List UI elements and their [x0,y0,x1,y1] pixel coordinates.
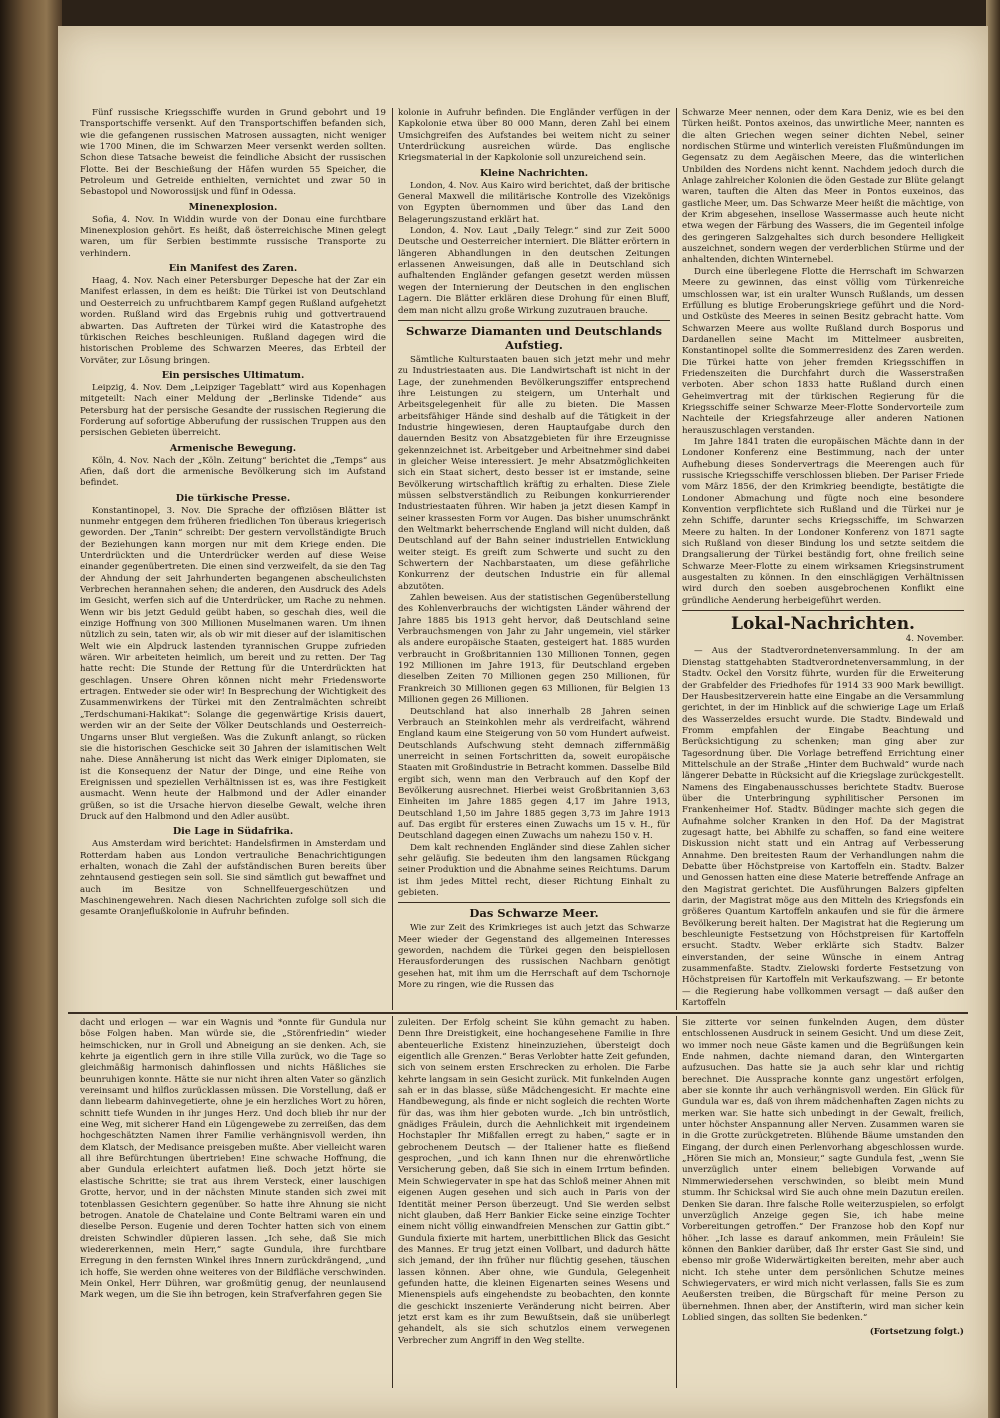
article-heading: Das Schwarze Meer. [469,906,599,921]
paragraph: Durch eine überlegene Flotte die Herrschaft im Schwarzen Meere zu gewinnen, das einst völlig vom Türkenreiche umschlossen war, ist ein uralter Wunsch Rußlands, um dessen Erfüllung es blutige Eroberungskriege geführt und die Nord- und Ostküste des Meeres in seinen Besitz gebracht hatte. Vom Schwarzen Meere aus wollte Rußland durch Bosporus und Dardanellen seine Macht im Mittelmeer ausbreiten, Konstantinopel sollte die Sommerresidenz des Zaren werden. Die Türkei hatte von jeher fremden Kriegsschiffen in Friedenszeiten die Durchfahrt durch die Wasserstraßen verboten. Aber schon 1833 hatte Rußland durch einen Geheimvertrag mit der türkischen Regierung für die Kriegsschiffe seiner Schwarze Meer-Flotte Sondervorteile zum Nachteile der Kriegsfahrzeuge aller anderen Nationen herauszuschlagen verstanden. [682,266,964,436]
column-1 [80,108,386,1010]
paragraph: Haag, 4. Nov. Nach einer Petersburger Depesche hat der Zar ein Manifest erlassen, in dem es heißt: Die Türkei ist von Deutschland und Oesterreich zu unfruchtbarem Kampf gegen Rußland aufgehetzt worden. Rußland wird das Ergebnis ruhig und gottvertrauend abwarten. Das Auftreten der Türkei wird die Katastrophe des türkischen Reiches beschleunigen. Rußland dagegen wird die historischen Probleme des Schwarzen Meeres, das Erbteil der Vorväter, zur Lösung bringen. [80,276,386,366]
book-spine-edge [0,0,62,1418]
article-box-rule [398,320,670,321]
paragraph: Schwarze Meer nennen, oder dem Kara Deniz, wie es bei den Türken heißt. Pontos axeinos, das unwirtliche Meer, nannten es die alten Griechen wegen seiner dichten Nebel, seiner nordischen Stürme und winterlich vereisten Flußmündungen im Gegensatz zu dem Aegäischen Meere, das die winterlichen Unbilden des Nordens nicht kennt. Nachdem jedoch durch die Anlage zahlreicher Kolonien die öden Gestade zur Blüte gelangt waren, tauften die Alten das Meer in Pontos euxeinos, das gastliche Meer, um. Das Schwarze Meer heißt die mächtige, von der Krim abgesehen, insellose Wassermasse auch heute nicht etwa wegen der Färbung des Wassers, die im Gegenteil infolge des geringeren Salzgehaltes sich durch besondere Helligkeit auszeichnet, sondern wegen der verderblichen Stürme und der anhaltenden, dichten Winternebel. [682,108,964,266]
feuilleton-column-2 [398,1018,670,1388]
article-heading: Ein persisches Ultimatum. [161,369,305,381]
paragraph: Zahlen beweisen. Aus der statistischen Gegenüberstellung des Kohlenverbrauchs der wichtigsten Länder während der Jahre 1885 bis 1913 geht hervor, daß Deutschland seine Verbrauchsmengen von Jahr zu Jahr ungemein, viel stärker als andere europäische Staaten, gesteigert hat. 1885 wurden verbraucht in Großbritannien 130 Millionen Tonnen, gegen 192 Millionen im Jahre 1913, für Deutschland ergeben dieselben Zeiten 70 Millionen gegen 250 Millionen, für Frankreich 30 Millionen gegen 63 Millionen, für Belgien 13 Millionen gegen 26 Millionen. [398,593,670,706]
article-heading: Die Lage in Südafrika. [172,826,294,838]
column-rule [392,108,393,1010]
column-3 [682,108,964,1010]
paragraph: Köln, 4. Nov. Nach der „Köln. Zeitung“ berichtet die „Temps“ aus Afien, daß dort die armenische Bevölkerung sich im Aufstand befindet. [80,455,386,489]
paragraph: zuleiten. Der Erfolg scheint Sie kühn gemacht zu haben. Denn Ihre Dreistigkeit, eine hochangesehene Familie in Ihre abenteuerliche Existenz hineinzuziehen, übersteigt doch eigentlich alle Grenzen.“ Beras Verlobter hatte Zeit gefunden, sich von seinem ersten Erschrecken zu erholen. Die Farbe kehrte langsam in sein Gesicht zurück. Mit funkelnden Augen sah er in das blasse, süße Mädchengesicht. Er machte eine Handbewegung, als finde er nicht sogleich die rechten Worte für das, was ihm hier geboten wurde. „Ich bin untröstlich, gnädiges Fräulein, durch die Aehnlichkeit mit irgendeinem Hochstapler Ihr Mißfallen erregt zu haben,“ sagte er in gebrochenem Deutsch — der Italiener hatte es fließend gesprochen, „und ich kann Ihnen nur die ehrenwörtliche Versicherung geben, daß Sie sich in einem Irrtum befinden. Mein Schwiegervater in spe hat das Schloß meiner Ahnen mit eigenen Augen gesehen und sich auch in Paris von der Identität meiner Person überzeugt. Und Sie werden selbst nicht glauben, daß Herr Bankier Eicke seine einzige Tochter einem nicht völlig einwandfreien Menschen zur Gattin gibt.“ Gundula fixierte mit hartem, unerbittlichen Blick das Gesicht des Mannes. Er trug jetzt einen Vollbart, und dadurch hätte sich jemand, der ihn früher nur flüchtig gesehen, täuschen lassen können. Aber ohne, wie Gundula, Gelegenheit gefunden hatte, die kleinen Eigenarten seines Wesens und Mienenspiels aufs eingehendste zu beobachten, den konnte die geschickt inszenierte Veränderung nicht beirren. Aber jetzt erst kam es ihr zum Bewußtsein, daß sie unüberlegt gehandelt, als sie sich schutzlos einem verwegenen Verbrecher zum Angriff in den Weg stellte. [398,1018,670,1346]
column-rule [676,1016,677,1388]
feuilleton-column-3 [682,1018,964,1388]
paragraph: London, 4. Nov. Aus Kairo wird berichtet, daß der britische General Maxwell die militärische Kontrolle des Vizekönigs von Egypten übernommen und über das Land den Belagerungszustand erklärt hat. [398,180,670,225]
paragraph: — Aus der Stadtverordnetenversammlung. In der am Dienstag stattgehabten Stadtverordnetenversammlung, in der Stadtv. Ockel den Vorsitz führte, wurden für die Erweiterung der Grabfelder des Friedhofes für 1914 33 900 Mark bewilligt. Der Hausbesitzerverein hatte eine Eingabe an die Versammlung gerichtet, in der im Hinblick auf die schwierige Lage um Erlaß des Wasserzeldes ersucht wurde. Die Stadtv. Bindewald und Fromm empfahlen der Eingabe Beachtung und Berücksichtigung zu schenken; man ging aber zur Tagesordnung über. Die Vorlage betreffend Errichtung einer Mittelschule an der Straße „Hinter dem Buchwald“ wurde nach längerer Debatte in Rücksicht auf die Kriegslage zurückgestellt. Namens des Eingabenausschusses berichtete Stadtv. Buerose über die Unterbringung syphilitischer Personen im Frankenheimer Hof. Stadtv. Büdinger machte sich gegen die Aufnahme solcher Kranken in den Hof. Da der Magistrat zugesagt hatte, bei Abhilfe zu schaffen, so fand eine weitere Diskussion nicht statt und ein Antrag auf Verbesserung Annahme. Den breitesten Raum der Verhandlungen nahm die Debatte über Höchstpreise von Kartoffeln ein. Stadtv. Balzer und Genossen hatten eine diese Materie betreffende Anfrage an den Magistrat gerichtet. Die Ausführungen Balzers gipfelten darin, der Magistrat möge aus den Mitteln des Kriegsfonds ein größeres Quantum Kartoffeln ankaufen und sie für die ärmere Bevölkerung bereit halten. Der Magistrat hat die Regierung um beschleunigte Festsetzung von Höchstpreisen für Kartoffeln ersucht. Stadtv. Weber erklärte sich Stadtv. Balzer einverstanden, der seine Wünsche in einem Antrag zusammenfaßte. Stadtv. Zielowski forderte Festsetzung von Höchstpreisen für Kartoffeln mit Verkaufszwang. — Er betonte — die Regierung habe vollkommen versagt — daß außer den Kartoffeln [682,646,964,1009]
feuilleton-divider [68,1012,968,1014]
paragraph: Dem kalt rechnenden Engländer sind diese Zahlen sicher sehr geläufig. Sie bedeuten ihm den langsamen Rückgang seiner Produktion und die Abnahme seines Reichtums. Darum ist ihm jedes Mittel recht, dieser Richtung Einhalt zu gebieten. [398,842,670,898]
article-heading: Armenische Bewegung. [169,442,297,454]
continuation-note: (Fortsetzung folgt.) [869,1327,964,1338]
page-right-edge [986,0,1000,1418]
article-heading: Schwarze Diamanten und Deutschlands Aufstieg. [406,323,662,352]
paragraph: Im Jahre 1841 traten die europäischen Mächte dann in der Londoner Konferenz eine Bestimmung, nach der unter Aufhebung dieses Sondervertrags die Meerengen auch für russische Kriegsschiffe verschlossen blieben. Der Pariser Friede vom März 1856, der den Krimkrieg beendigte, bestätigte die Londoner Abmachung und fügte noch eine besondere Konvention verpflichtete sich Rußland und die Türkei nur je zehn Schiffe, darunter sechs Kriegsschiffe, im Schwarzen Meere zu halten. In der Londoner Konferenz von 1871 sagte sich Rußland von dieser Bindung los und setzte seitdem die Drangsalierung der Türkei beständig fort, ohne freilich seine Schwarze Meer-Flotte zu einem wirksamen Kriegsinstrument ausgestalten zu können. In den einschlägigen Verhältnissen wird durch den soeben ausgebrochenen Konflikt eine gründliche Aenderung herbeigeführt werden. [682,436,964,606]
paragraph: Fünf russische Kriegsschiffe wurden in Grund gebohrt und 19 Transportschiffe versenkt. Auf den Transportschiffen befanden sich, wie die gefangenen russischen Matrosen aussagten, nicht weniger wie 1700 Minen, die im Schwarzen Meer versenkt werden sollten. Schon diese Tatsache beweist die feindliche Absicht der russischen Flotte. Bei der Beschießung der Häfen wurden 55 Speicher, die Petroleum und Getreide enthielten, vernichtet und zwar 50 in Sebastopol und Noworossijsk und fünf in Odessa. [80,108,386,198]
paragraph: Leipzig, 4. Nov. Dem „Leipziger Tageblatt“ wird aus Kopenhagen mitgeteilt: Nach einer Meldung der „Berlinske Tidende“ aus Petersburg hat der persische Gesandte der russischen Regierung die Forderung auf sofortige Abberufung der russischen Truppen aus den persischen Gebieten überreicht. [80,382,386,439]
paragraph: kolonie in Aufruhr befinden. Die Engländer verfügen in der Kapkolonie etwa über 80 000 Mann, deren Zahl bei einem Umsichgreifen des Aufstandes bei weitem nicht zu seiner Unterdrückung ausreichen würde. Das englische Kriegsmaterial in der Kapkolonie soll unzureichend sein. [398,108,670,164]
section-rule [682,610,964,611]
column-2 [398,108,670,1010]
article-heading: Minenexplosion. [188,201,278,213]
paragraph: Sie zitterte vor seinen funkelnden Augen, dem düster entschlossenen Ausdruck in seinem Gesicht. Und um diese Zeit, wo immer noch neue Gäste kamen und die Begrüßungen kein Ende nahmen, dachte niemand daran, den Wintergarten aufzusuchen. Das hatte sie ja auch sehr klar und richtig berechnet. Die Aussprache konnte ganz ungestört erfolgen, aber sie konnte ihr auch verhängnisvoll werden. Ein Glück für Gundula war es, daß von ihrem mädchenhaften Zagen nichts zu merken war. Sie hatte sich unbedingt in der Gewalt, freilich, unter höchster Anspannung aller Nerven. Zusammen waren sie in die Grotte zurückgetreten. Blühende Bäume umstanden den Eingang, der durch einen Perlenvorhang abgeschlossen wurde. „Hören Sie mich an, Monsieur,“ sagte Gundula fest, „wenn Sie unverzüglich unter einem beliebigen Vorwande auf Nimmerwiedersehen verschwinden, so bleibt mein Mund stumm. Ihr Schicksal wird Sie auch ohne mein Dazutun ereilen. Denken Sie daran. Ihre falsche Rolle weiterzuspielen, so erfolgt unverzüglich Anzeige gegen Sie, ich habe meine Vorbereitungen getroffen.“ Der Franzose hob den Kopf nur höher. „Ich lasse es darauf ankommen, mein Fräulein! Sie können den Bankier darüber, daß Ihr erster Gast Sie sind, und ebenso mir große Widerwärtigkeiten bereiten, mehr aber auch nicht. Ich stehe unter dem persönlichen Schutze meines Schwiegervaters, er wird mich nicht verlassen, falls Sie es zum Aeußersten treiben, die Bürgschaft für meine Person zu übernehmen. Ihnen aber, der Anstifterin, wird man sicher kein Loblied singen, das sollten Sie bedenken.“ [682,1018,964,1323]
article-box-rule [398,902,670,903]
article-heading: Die türkische Presse. [175,492,291,504]
column-rule [676,108,677,1010]
paragraph: Konstantinopel, 3. Nov. Die Sprache der offiziösen Blätter ist nunmehr entgegen dem früheren friedlichen Ton überaus kriegerisch geworden. Der „Tanin“ schreibt: Der gestern vervollständigte Bruch der Beziehungen kann morgen nur mit dem Kriege enden. Die Unterdrückten und die Unterdrücker werden auf diese Weise einander gegenübertreten. Die einen sind verzweifelt, da sie den Tag der Ahndung der seit Jahrhunderten begangenen abscheulichsten Verbrechen herannahen sehen; die anderen, den Ausdruck des Adels im Gesicht, werfen sich auf die Unterdrücker, um Rache zu nehmen. Wenn wir bis jetzt Geduld geübt haben, so geschah dies, weil die einzige Hoffnung von 300 Millionen Muselmanen waren. Um ihnen nützlich zu sein, taten wir, als ob wir mit dieser auf der islamitischen Welt wie ein Alpdruck lastenden tyrannischen Gruppe zufrieden wären. Wir arbeiteten heimlich, um bereit und zu retten. Der Tag hatte recht: Die Stunde der Rettung für die Unterdrückten hat geschlagen. Unsere Ohren können nicht mehr Friedensworte ertragen. Entweder sie oder wir! In Besprechung der Wichtigkeit des Zusammenwirkens der Türkei mit den Zentralmächten schreibt „Terdschumani-Hakikat“: Solange die gegenwärtige Krisis dauert, werden wir an der Seite der Völker Deutschlands und Oesterreich-Ungarns unser Blut vergießen. Was die Zukunft anlangt, so rücken sie die historischen Geschicke seit 30 Jahren der islamitischen Welt nahe. Diese Annäherung ist nicht das Werk einiger Diplomaten, sie ist die Konsequenz der Natur der Dinge, und eine Reihe von Ereignissen und speziellen Verhältnissen ist es, was ihre Festigkeit ausmacht. Wenn heute der Halbmond und der Adler einander grüßen, so ist die Ursache hiervon dieselbe Gewalt, welche ihren Druck auf den Halbmond und den Adler ausübt. [80,505,386,822]
article-heading: Kleine Nachrichten. [479,167,589,179]
paragraph: Wie zur Zeit des Krimkrieges ist auch jetzt das Schwarze Meer wieder der Gegenstand des allgemeinen Interesses geworden, nachdem die Türkei gegen den beispiellosen Herausforderungen des russischen Nachbarn genötigt gesehen hat, mit ihm um die Herrschaft auf dem Tschornoje More zu ringen, wie die Russen das [398,923,670,991]
paragraph: Sämtliche Kulturstaaten bauen sich jetzt mehr und mehr zu Industriestaaten aus. Die Landwirtschaft ist nicht in der Lage, der zunehmenden Bevölkerungsziffer entsprechend ihre Leistungen zu steigern, um Unterhalt und Arbeitsgelegenheit für alle zu bieten. Die Massen arbeitsfähiger Hände sind deshalb auf die Tätigkeit in der Industrie hingewiesen, deren Hauptaufgabe durch den dauernden Besitz von Absatzgebieten für ihre Erzeugnisse gekennzeichnet ist. Arbeitgeber und Arbeitnehmer sind dabei in gleicher Weise interessiert. Je mehr Absatzmöglichkeiten sich ein Staat sichert, desto besser ist er imstande, seine Bevölkerung wirtschaftlich kräftig zu erhalten. Diese Ziele müssen selbstverständlich zu Reibungen konkurrierender Industriestaaten führen. Wir haben ja jetzt diesen Kampf in seiner krassesten Form vor Augen. Das bisher unumschränkt den Weltmarkt beherrschende England will nicht dulden, daß Deutschland auf der Bahn seiner industriellen Entwicklung weiter steigt. Es greift zum Schwerte und sucht zu den Schwertern der Nachbarstaaten, um diese gefährliche Konkurrenz der deutschen Industrie ein für allemal abzutöten. [398,354,670,592]
paragraph: Aus Amsterdam wird berichtet: Handelsfirmen in Amsterdam und Rotterdam haben aus London vertrauliche Benachrichtigungen erhalten, wonach die Zahl der aufständischen Buren bereits über zehntausend gestiegen sein soll. Sie sind sämtlich gut bewaffnet und auch im Besitze von Schnellfeuergeschützen und Maschinengewehren. Nach diesen Nachrichten zufolge soll sich die gesamte Oranjeflußkolonie in Aufruhr befinden. [80,839,386,918]
paragraph: Sofia, 4. Nov. In Widdin wurde von der Donau eine furchtbare Minenexplosion gehört. Es heißt, daß österreichische Minen gelegt waren, um für Serbien bestimmte russische Transporte zu verhindern. [80,214,386,259]
column-rule [392,1016,393,1388]
article-heading: Ein Manifest des Zaren. [168,263,298,275]
section-heading: Lokal-Nachrichten. [731,614,915,635]
feuilleton-column-1 [80,1018,386,1388]
paragraph: London, 4. Nov. Laut „Daily Telegr.“ sind zur Zeit 5000 Deutsche und Oesterreicher interniert. Die Blätter erörtern in längeren Abhandlungen in den deutschen Zeitungen erlassenen Anweisungen, daß alle in Deutschland sich aufhaltenden Engländer gefangen gesetzt werden müssen wegen der Internierung der Deutschen in den englischen Lagern. Die Blätter erklären diese Drohung für einen Bluff, dem man nicht allzu große Wirkung zuzutrauen brauche. [398,226,670,316]
section-date: 4. November. [905,634,964,645]
paragraph: Deutschland hat also innerhalb 28 Jahren seinen Verbrauch an Steinkohlen mehr als verdreifacht, während England kaum eine Steigerung von 50 vom Hundert aufweist. Deutschlands Aufschwung steht demnach ziffernmäßig unerreicht in seinen Fortschritten da, soweit europäische Staaten mit Großindustrie in Betracht kommen. Dasselbe Bild ergibt sich, wenn man den Verbrauch auf den Kopf der Bevölkerung ausrechnet. Hierbei weist Großbritannien 3,63 Einheiten im Jahre 1885 gegen 4,17 im Jahre 1913, Deutschland 1,50 im Jahre 1885 gegen 3,73 im Jahre 1913 auf. Das ergibt für ersteres einen Zuwachs um 15 v. H., für Deutschland dagegen einen Zuwachs um nahezu 150 v. H. [398,706,670,842]
paragraph: dacht und erlogen — war ein Wagnis und *onnte für Gundula nur böse Folgen haben. Man würde sie, die „Störenfriedin“ wieder heimschicken, nur in Groll und Abneigung an sie denken. Ach, sie kehrte ja eigentlich gern in ihre stille Villa zurück, wo die Tage so gleichmäßig harmonisch dahinflossen und nichts Häßliches sie beunruhigen konnte. Hätte sie nur nicht ihren alten Vater so gänzlich vereinsamt und hilflos zurücklassen müssen. Die Vorstellung, daß er dann liebearm dahinvegetierte, ohne je ein herzliches Wort zu hören, schnitt tiefe Wunden in ihr junges Herz. Und doch blieb ihr nur der eine Weg, mit sicherer Hand ein Lügengewebe zu zerreißen, das dem hochgeschätzten Namen ihrer Familie verhängnisvoll werden, ihn dem Klatsch, der Medisance preisgeben mußte. Aber vielleicht waren all ihre Befürchtungen übertrieben! Eine schwache Hoffnung, die aber Gundula erleichtert aufatmen ließ. Doch jetzt hörte sie elastische Schritte; sie trat aus ihrem Versteck, einer lauschigen Grotte, hervor, und in der nächsten Minute standen sich zwei mit totenblassen Gesichtern gegenüber. So hatte ihre Ahnung sie nicht betrogen. Anatole de Chatelaine und Conte Beltrami waren ein und dieselbe Person. Eugenie und deren Tochter hatten sich von einem dreisten Schwindler düpieren lassen. „Ich sehe, daß Sie mich wiedererkennen, mein Herr,“ sagte Gundula, ihre furchtbare Erregung in den fernsten Winkel ihres Innern zurückdrängend, „und ich hoffe, Sie werden ohne weiteres von der Bildfläche verschwinden. Mein Onkel, Herr Dühren, war großmütig genug, der neunlausend Mark wegen, um die Sie ihn betrogen, kein Strafverfahren gegen Sie [80,1018,386,1301]
